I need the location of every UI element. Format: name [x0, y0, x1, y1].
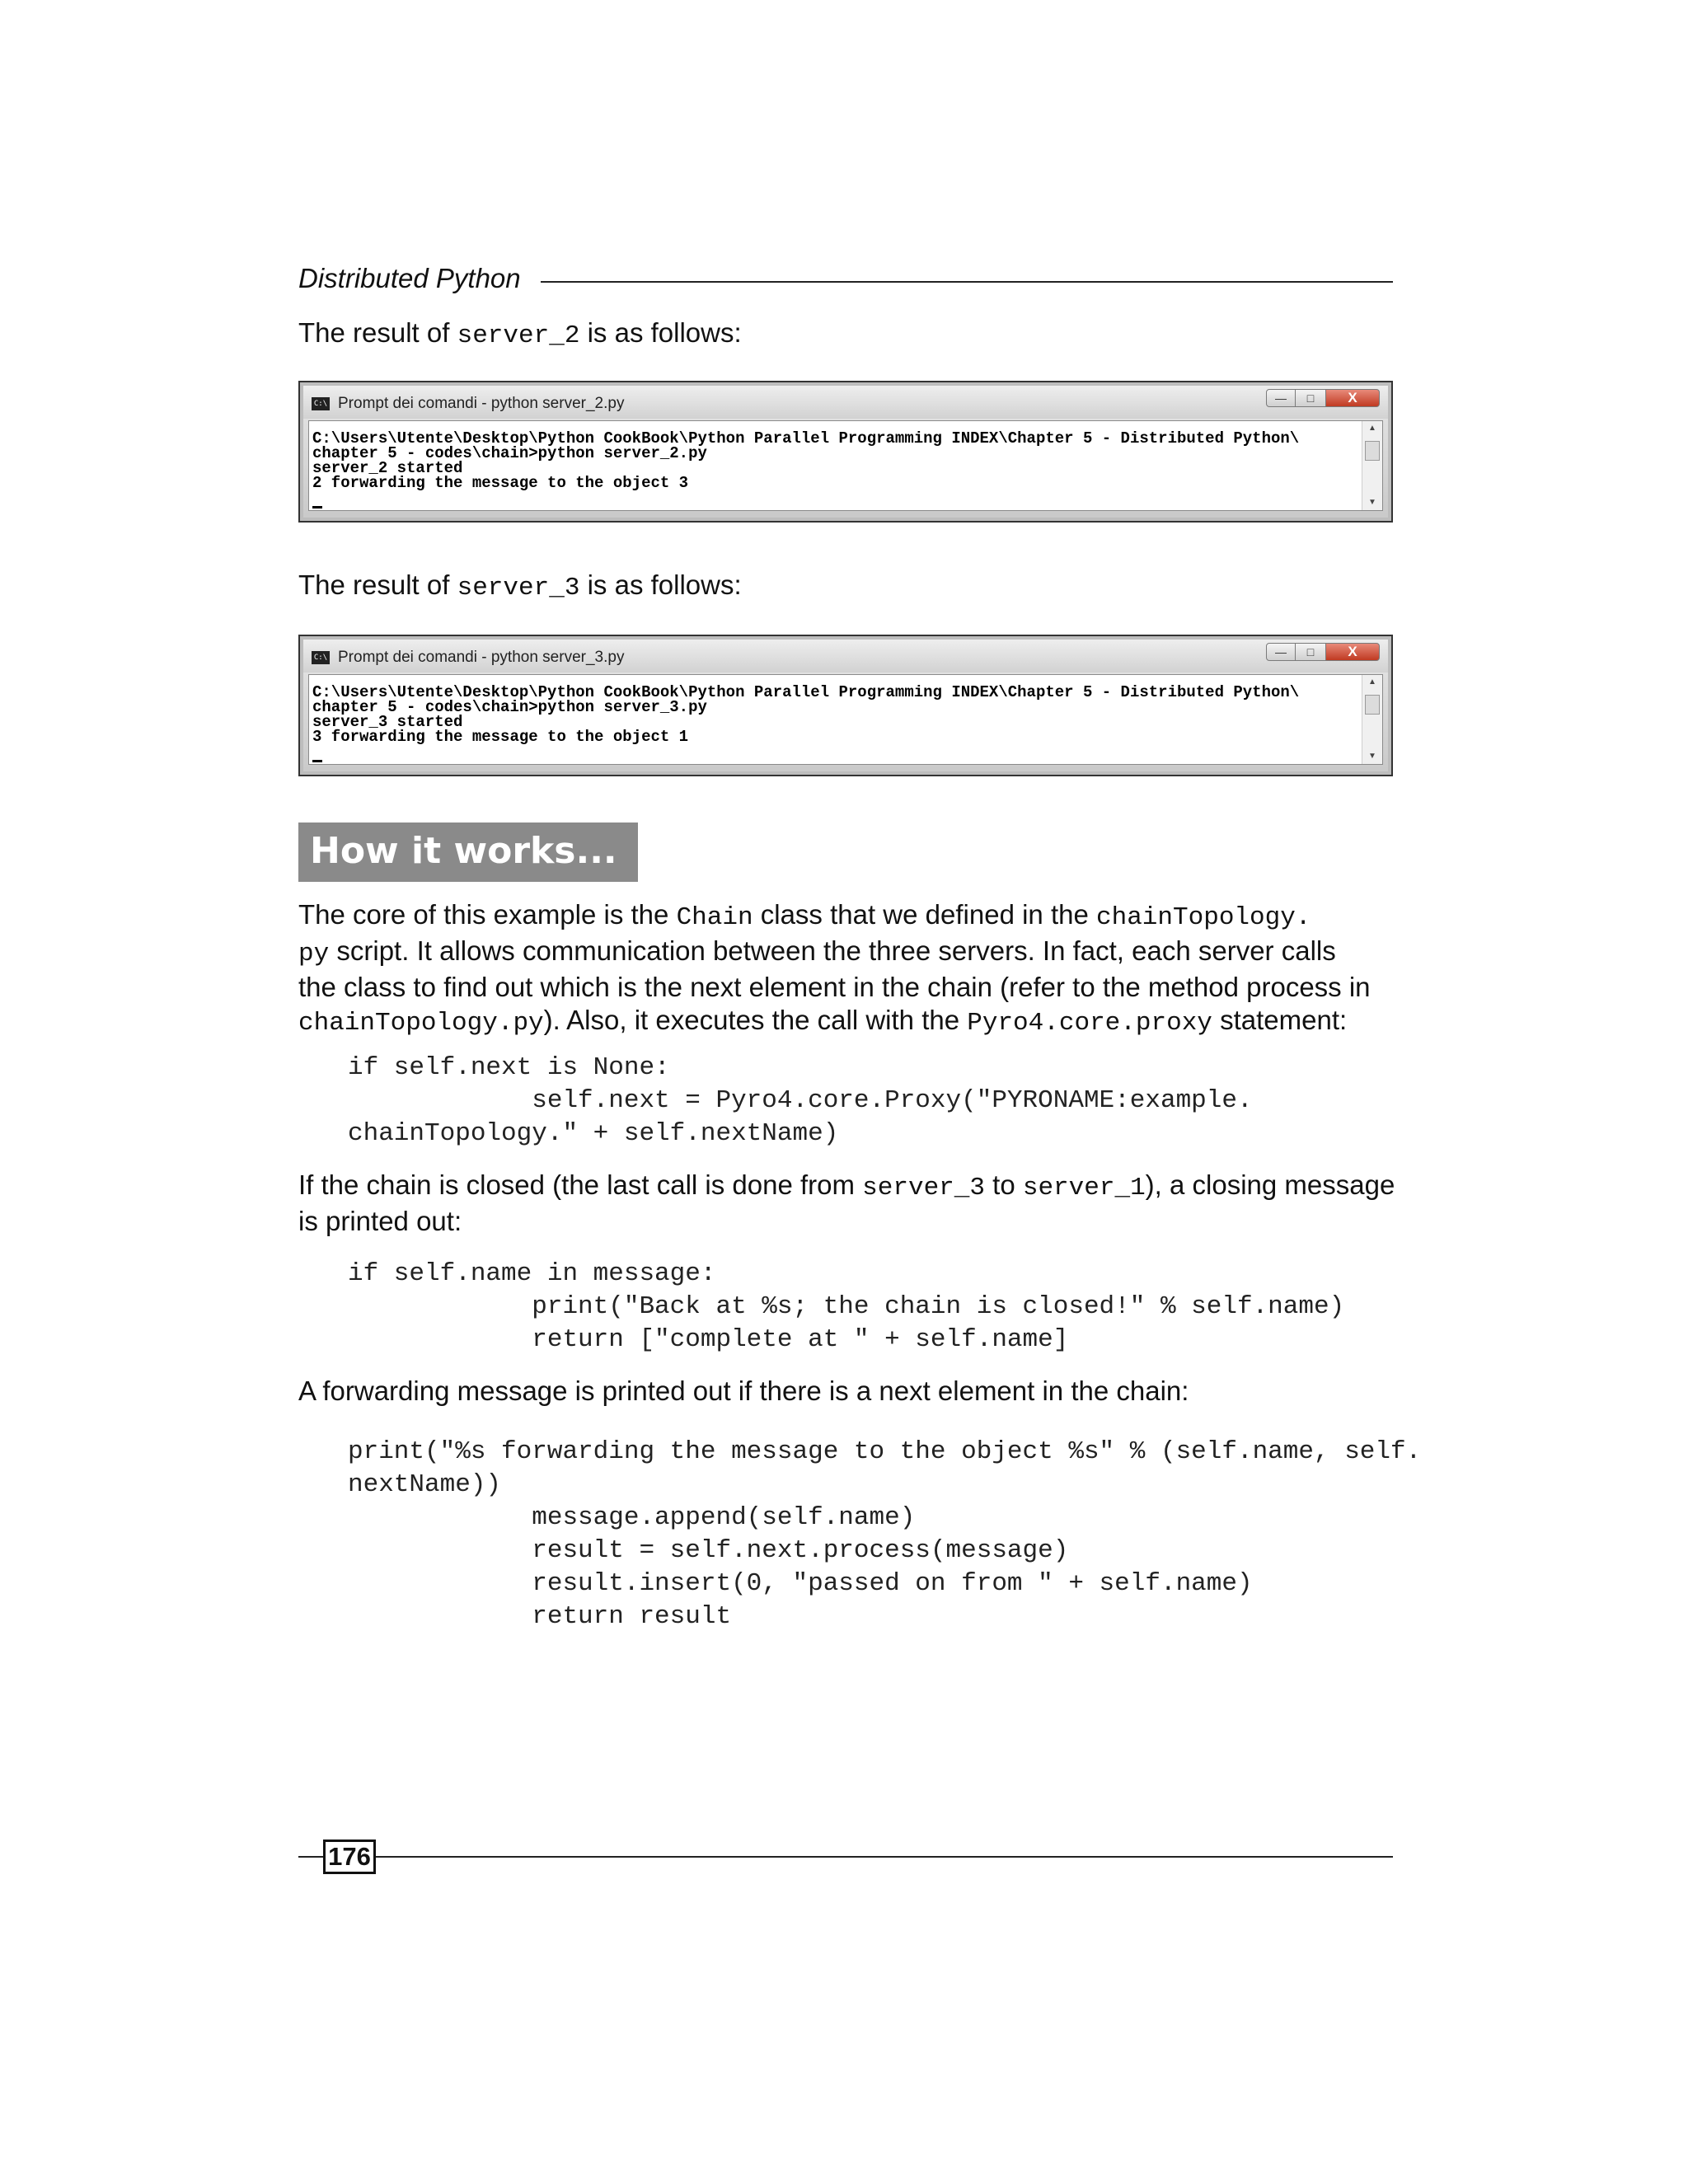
- command-prompt-icon: C:\: [312, 651, 330, 664]
- scroll-down-icon[interactable]: ▼: [1368, 752, 1376, 761]
- scroll-thumb[interactable]: [1365, 441, 1380, 461]
- chapter-title: Distributed Python: [298, 263, 521, 293]
- console-line: 3 forwarding the message to the object 1: [312, 728, 689, 746]
- code-line: result = self.next.process(message): [348, 1536, 1069, 1565]
- text-cursor: [312, 506, 322, 509]
- maximize-button[interactable]: □: [1296, 643, 1325, 661]
- console-window-server3: [298, 635, 1393, 776]
- scroll-up-icon[interactable]: ▲: [1368, 424, 1376, 433]
- window-title: Prompt dei comandi - python server_2.py: [338, 395, 625, 412]
- code-line: if self.name in message:: [348, 1259, 716, 1288]
- code-line: return ["complete at " + self.name]: [348, 1325, 1069, 1354]
- window-title: Prompt dei comandi - python server_3.py: [338, 649, 625, 666]
- code-block-closing: [348, 1258, 1344, 1357]
- inline-code: chainTopology.: [1096, 903, 1311, 932]
- footer-rule-left: [298, 1856, 323, 1858]
- code-line: self.next = Pyro4.core.Proxy("PYRONAME:example.: [348, 1086, 1253, 1115]
- scroll-up-icon[interactable]: ▲: [1368, 677, 1376, 687]
- code-line: return result: [348, 1602, 732, 1631]
- code-line: result.insert(0, "passed on from " + self.name): [348, 1569, 1253, 1598]
- text-cursor: [312, 760, 322, 762]
- code-block-proxy: [348, 1052, 1253, 1151]
- inline-code: Chain: [676, 903, 753, 932]
- scroll-down-icon[interactable]: ▼: [1368, 498, 1376, 507]
- result-server2-caption: The result of server_2 is as follows:: [298, 317, 742, 350]
- inline-code: py: [298, 940, 330, 968]
- code-line: print("%s forwarding the message to the object %s" % (self.name, self.: [348, 1437, 1422, 1466]
- vertical-scrollbar[interactable]: [1362, 421, 1382, 510]
- page-number: 176: [323, 1840, 376, 1874]
- section-heading: How it works...: [298, 823, 638, 882]
- maximize-button[interactable]: □: [1296, 389, 1325, 407]
- inline-code: server_3: [457, 574, 580, 602]
- body-paragraph-closed: If the chain is closed (the last call is done from server_3 to server_1), a closing message is printed out:: [298, 1169, 1395, 1236]
- scroll-thumb[interactable]: [1365, 695, 1380, 715]
- inline-code: chainTopology.py: [298, 1009, 544, 1038]
- code-line: chainTopology." + self.nextName): [348, 1119, 839, 1148]
- footer-rule-right: [376, 1856, 1393, 1858]
- close-button[interactable]: X: [1325, 643, 1380, 661]
- console-window-server2: [298, 381, 1393, 523]
- code-block-forwarding: [348, 1436, 1421, 1633]
- close-button[interactable]: X: [1325, 389, 1380, 407]
- result-server3-caption: The result of server_3 is as follows:: [298, 569, 742, 602]
- running-header: [298, 260, 1393, 300]
- page-footer: [298, 1840, 1393, 1876]
- code-line: nextName)): [348, 1470, 502, 1499]
- console-line: chapter 5 - codes\chain>python server_2.py: [312, 444, 707, 462]
- console-output[interactable]: [308, 674, 1383, 765]
- window-titlebar[interactable]: [303, 640, 1388, 673]
- inline-code: server_1: [1022, 1174, 1146, 1202]
- console-output[interactable]: [308, 420, 1383, 511]
- minimize-button[interactable]: —: [1266, 643, 1296, 661]
- inline-code: server_2: [457, 321, 580, 350]
- command-prompt-icon: C:\: [312, 397, 330, 410]
- vertical-scrollbar[interactable]: [1362, 675, 1382, 764]
- console-line: chapter 5 - codes\chain>python server_3.py: [312, 698, 707, 716]
- console-line: C:\Users\Utente\Desktop\Python CookBook\Python Parallel Programming INDEX\Chapter 5 - Distributed Python\: [312, 683, 1300, 701]
- console-line: server_3 started: [312, 713, 463, 731]
- window-controls: [1266, 389, 1380, 409]
- window-controls: [1266, 643, 1380, 663]
- inline-code: Pyro4.core.proxy: [967, 1009, 1212, 1038]
- inline-code: server_3: [862, 1174, 985, 1202]
- code-line: print("Back at %s; the chain is closed!" % self.name): [348, 1292, 1345, 1321]
- console-line: C:\Users\Utente\Desktop\Python CookBook\Python Parallel Programming INDEX\Chapter 5 - Distributed Python\: [312, 429, 1300, 448]
- code-line: message.append(self.name): [348, 1503, 916, 1532]
- header-rule: [541, 281, 1393, 283]
- body-paragraph-core: The core of this example is the Chain class that we defined in the chainTopology. py script. It allows communication between the three servers. In fact, each server calls the class to find out which is the next element in the chain (refer to the method process in chainTopology.py). Also, it executes the call with the Pyro4.core.proxy statement:: [298, 899, 1371, 1038]
- window-titlebar[interactable]: [303, 386, 1388, 419]
- body-paragraph-forwarding: A forwarding message is printed out if there is a next element in the chain:: [298, 1376, 1189, 1406]
- console-line: server_2 started: [312, 459, 463, 477]
- minimize-button[interactable]: —: [1266, 389, 1296, 407]
- code-line: if self.next is None:: [348, 1053, 670, 1082]
- console-line: 2 forwarding the message to the object 3: [312, 474, 689, 492]
